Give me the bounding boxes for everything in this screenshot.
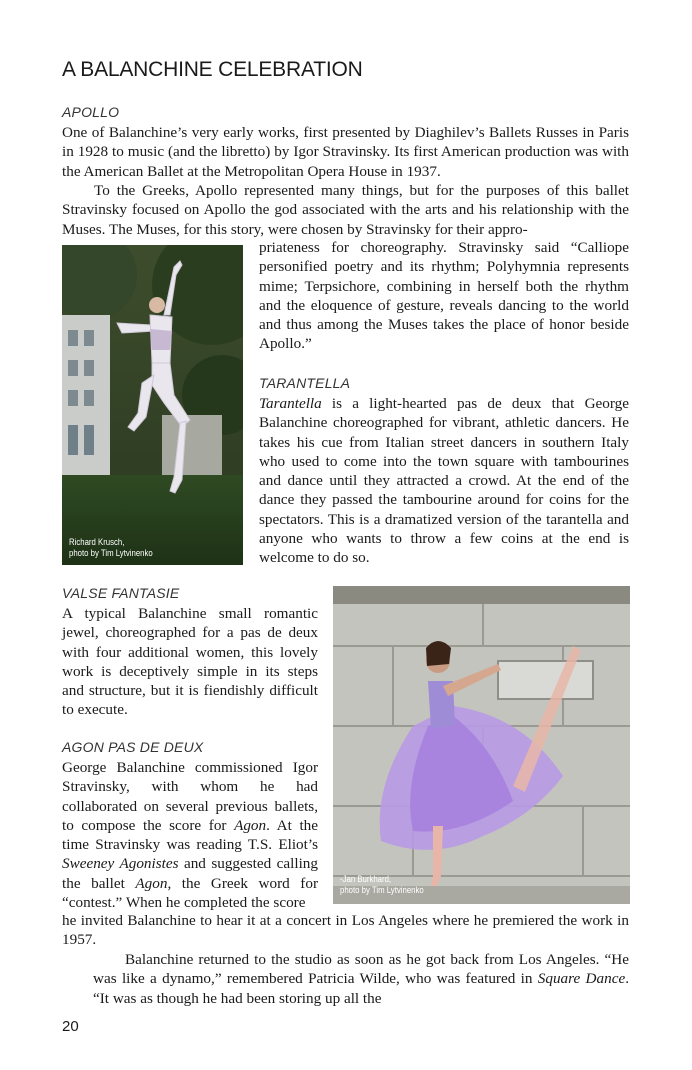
quote-text-1: Balanchine returned to the studio as soon as he got back from Los Angeles. “He was like a dynamo,” remembered Patricia Wilde, who was featured in [93, 951, 629, 988]
agon-text-3: and suggested calling the ballet [62, 855, 318, 892]
photo-male-dancer [62, 245, 243, 565]
agon-paragraph-full: he invited Balanchine to hear it at a concert in Los Angeles where he premiered the work in 1957. [62, 912, 629, 949]
agon-italic-2: Sweeney Agonistes [62, 855, 179, 873]
apollo-paragraph-2: To the Greeks, Apollo represented many things, but for the purposes of this ballet Stravinsky focused on Apollo the god associated with the arts and his relationship with the Muses. The Muses, for this story, were chosen by Stravinsky for their appro- [62, 182, 629, 238]
photo-ballerina [333, 586, 630, 904]
tarantella-paragraph [259, 394, 629, 568]
photo-2-caption-line-2: photo by Tim Lytvinenko [340, 885, 424, 896]
valse-heading: VALSE FANTASIE [62, 585, 180, 601]
agon-italic-1: Agon [234, 816, 267, 834]
apollo-paragraph-2-wrap: priateness for choreography. Stravinsky said “Calliope personified poetry and its rhythm; Polyhymnia represents mime; Terpsichore, combining in herself both the rhythm and the eloquence of gesture, reveals dancing to the world and thus among the Muses takes the place of honor beside Apollo.” [259, 239, 629, 353]
agon-text-4: , the Greek word for “contest.” When he completed the score [62, 874, 319, 912]
tarantella-title-italic: Tarantella [259, 395, 322, 412]
quote-text-2: . “It was as though he had been storing up all the [93, 970, 629, 1007]
page-number: 20 [62, 1018, 79, 1035]
agon-text-1: George Balanchine commissioned Igor Stravinsky, with whom he had collaborated on several previous ballets, to compose the score for [62, 759, 318, 834]
valse-paragraph: A typical Balanchine small romantic jewel, choreographed for a pas de deux with four additional women, this lovely work is deceptively simple in its steps and structure, but it is fiendishly difficult to execute. [62, 605, 318, 719]
agon-italic-3: Agon [135, 874, 168, 892]
apollo-paragraph-1: One of Balanchine’s very early works, first presented by Diaghilev’s Ballets Russes in Paris in 1928 to music (and the libretto) by Igor Stravinsky. Its first American production was with the American Ballet at the Metropolitan Opera House in 1937. [62, 124, 629, 180]
tarantella-body: is a light-hearted pas de deux that George Balanchine choreographed for vibrant, athletic dancers. He takes his cue from Italian street dancers in southern Italy who used to come into the town square with tambourines and dance until they attracted a crowd. At the end of the dance they passed the tambourine around for coins for the spectators. This is a dramatized version of the tarantella and anyone who wants to throw a few coins at the end is welcome to do so. [259, 395, 629, 567]
photo-1-caption-line-1: Richard Krusch, [69, 537, 125, 548]
tarantella-heading: TARANTELLA [259, 375, 351, 391]
photo-1-caption-line-2: photo by Tim Lytvinenko [69, 548, 153, 559]
quote-italic-1: Square Dance [537, 970, 626, 988]
agon-paragraph-column [62, 758, 318, 912]
page-title: A BALANCHINE CELEBRATION [62, 58, 363, 81]
photo-2-caption-line-1: -Jan Burkhard, [340, 874, 392, 885]
agon-text-2: . At the time Stravinsky was reading T.S. Eliot’s [62, 816, 319, 854]
quote-paragraph [93, 950, 629, 1008]
agon-heading: AGON PAS DE DEUX [62, 739, 204, 755]
apollo-heading: APOLLO [62, 104, 120, 120]
